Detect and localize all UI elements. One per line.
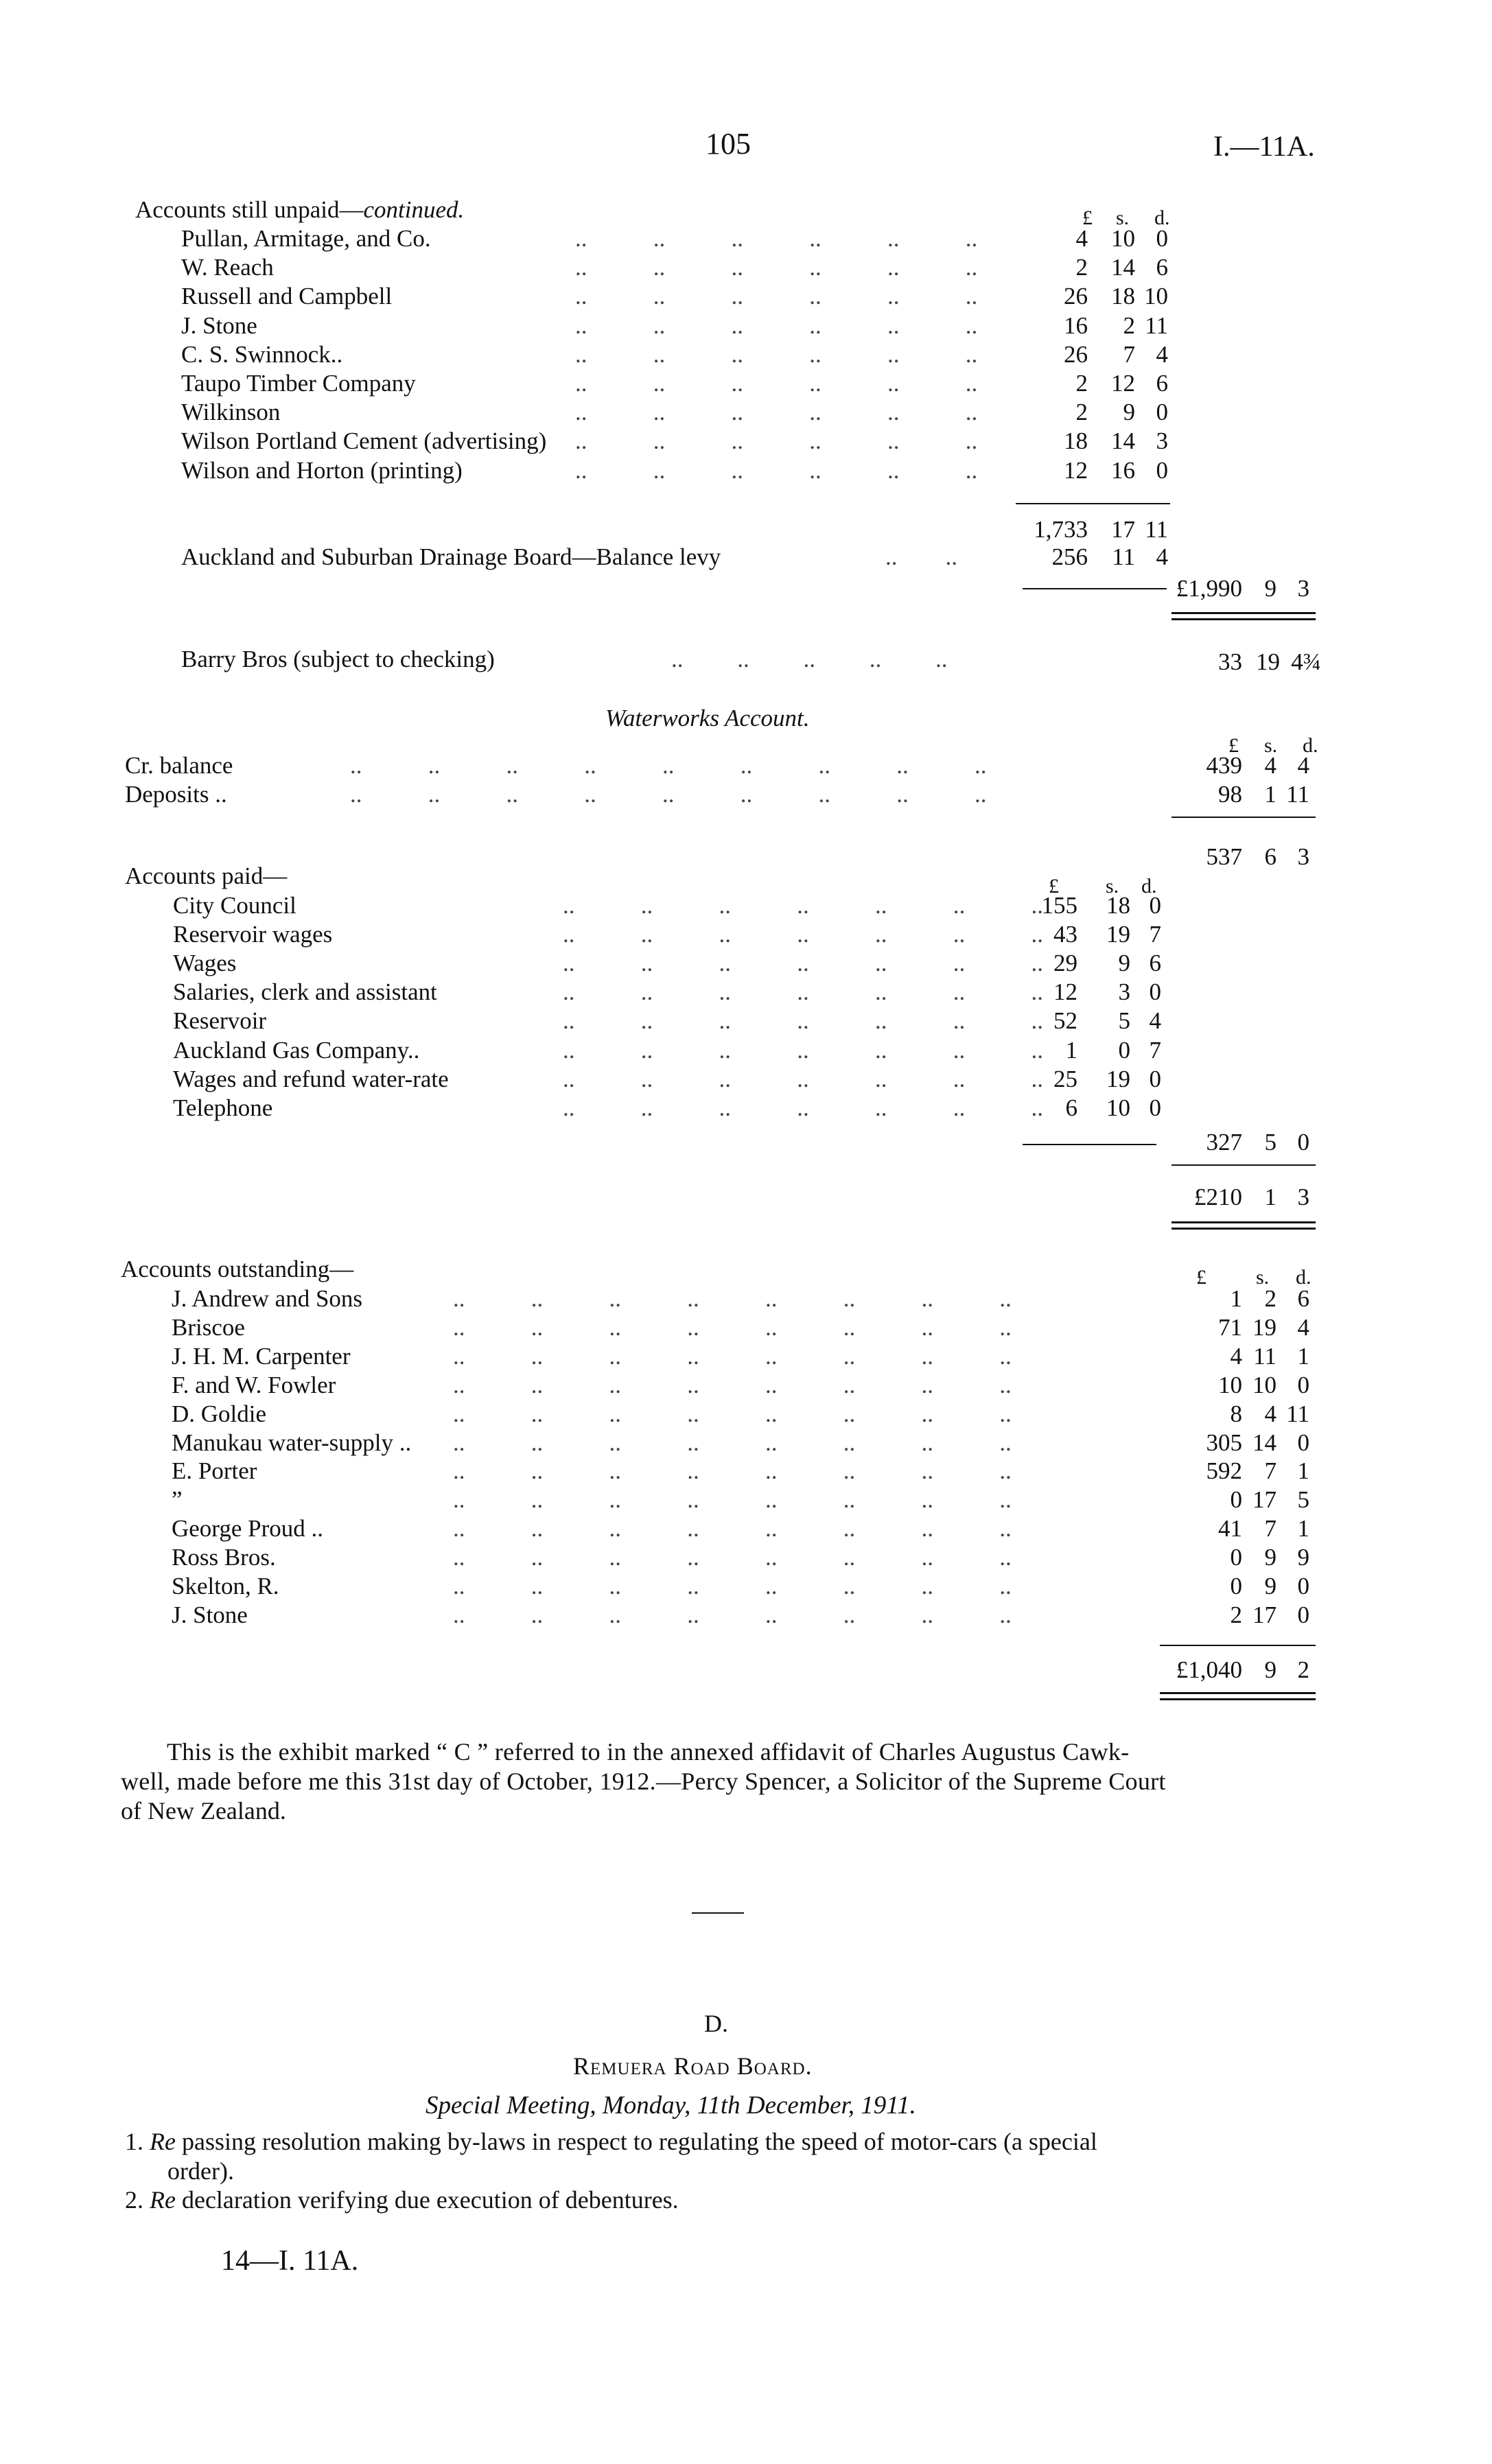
credit-total-rule <box>1172 817 1316 818</box>
accounts-outstanding-row-pence: 1 <box>1297 1342 1309 1370</box>
accounts-paid-row-label: City Council <box>173 892 296 919</box>
unpaid-total-shillings: 9 <box>1264 575 1277 602</box>
paid-col-shilling: s. <box>1106 875 1119 897</box>
accounts-paid-row-pence: 7 <box>1149 921 1161 948</box>
accounts-paid-row-leader: .. .. .. .. .. .. .. <box>563 1007 1043 1035</box>
accounts-outstanding-row-shillings: 7 <box>1264 1515 1277 1542</box>
accounts-outstanding-row-leader: .. .. .. .. .. .. .. .. <box>453 1544 1012 1571</box>
unpaid-account-row <box>0 312 1492 341</box>
paid-total-pence: 0 <box>1297 1129 1309 1155</box>
unpaid-account-row-leader: .. .. .. .. .. .. <box>575 399 978 426</box>
accounts-outstanding-row-shillings: 10 <box>1252 1371 1277 1398</box>
accounts-outstanding-row-shillings: 9 <box>1264 1544 1277 1571</box>
accounts-outstanding-row-pence: 4 <box>1297 1313 1309 1341</box>
accounts-outstanding-row-label: George Proud .. <box>172 1515 323 1542</box>
unpaid-account-row-pounds: 4 <box>1075 225 1088 252</box>
unpaid-account-row <box>0 399 1492 427</box>
accounts-outstanding-row-pence: 0 <box>1297 1601 1309 1628</box>
unpaid-account-row <box>0 341 1492 370</box>
accounts-outstanding-row-pounds: 305 <box>1206 1429 1242 1456</box>
accounts-paid-row-pounds: 155 <box>1041 892 1077 919</box>
accounts-paid-row-pounds: 1 <box>1065 1036 1077 1064</box>
accounts-outstanding-row-label: ” <box>172 1486 183 1514</box>
unpaid-account-row-leader: .. .. .. .. .. .. <box>575 427 978 455</box>
waterworks-credit-row-label: Cr. balance <box>125 752 233 779</box>
unpaid-account-row-pence: 6 <box>1156 370 1168 397</box>
unpaid-account-row-shillings: 2 <box>1123 312 1135 339</box>
accounts-outstanding-row-label: J. Andrew and Sons <box>172 1285 363 1312</box>
agenda-item-1-continuation: order). <box>167 2157 234 2185</box>
drainage-label: Auckland and Suburban Drainage Board—Balance levy <box>181 543 721 570</box>
accounts-paid-row <box>0 978 1492 1007</box>
accounts-paid-row-leader: .. .. .. .. .. .. .. <box>563 1036 1043 1064</box>
unpaid-account-row-shillings: 14 <box>1111 427 1135 455</box>
accounts-outstanding-row-label: J. Stone <box>172 1601 248 1628</box>
balance-rule <box>1172 1164 1316 1166</box>
waterworks-credit-row <box>0 752 1492 781</box>
accounts-outstanding-row <box>0 1343 1492 1372</box>
balance-pence: 3 <box>1297 1184 1309 1210</box>
unpaid-heading-prefix: Accounts still unpaid— <box>135 196 364 223</box>
accounts-outstanding-row-leader: .. .. .. .. .. .. .. .. <box>453 1400 1012 1427</box>
accounts-paid-row-label: Wages <box>173 950 237 977</box>
accounts-paid-row-leader: .. .. .. .. .. .. .. <box>563 892 1043 919</box>
accounts-outstanding-row-pounds: 1 <box>1230 1285 1242 1312</box>
accounts-paid-row-pounds: 43 <box>1053 921 1077 948</box>
accounts-outstanding-row-shillings: 2 <box>1264 1285 1277 1312</box>
unpaid-total-pounds: £1,990 <box>1176 575 1242 602</box>
unpaid-account-row-pence: 11 <box>1145 312 1168 339</box>
unpaid-account-row <box>0 427 1492 456</box>
accounts-paid-row-label: Reservoir <box>173 1007 267 1035</box>
accounts-outstanding-row-pence: 1 <box>1297 1457 1309 1485</box>
outstanding-total-rule-2 <box>1160 1698 1316 1700</box>
balance-rule-1 <box>1172 1221 1316 1223</box>
accounts-outstanding-row <box>0 1544 1492 1573</box>
exhibit-line-2: well, made before me this 31st day of October, 1912.—Percy Spencer, a Solicitor of the Supreme Court <box>121 1768 1166 1795</box>
unpaid-account-row-leader: .. .. .. .. .. .. <box>575 225 978 252</box>
agenda-item-1-text: passing resolution making by-laws in respect to regulating the speed of motor-cars (a special <box>181 2128 1097 2155</box>
unpaid-account-row-shillings: 14 <box>1111 254 1135 281</box>
accounts-outstanding-heading: Accounts outstanding— <box>121 1256 354 1282</box>
unpaid-account-row-label: W. Reach <box>181 254 274 281</box>
accounts-outstanding-row-pounds: 2 <box>1230 1601 1242 1628</box>
unpaid-subtotal-pounds: 1,733 <box>1034 516 1088 543</box>
outstanding-total-shillings: 9 <box>1264 1656 1277 1683</box>
accounts-outstanding-row-pounds: 0 <box>1230 1544 1242 1571</box>
accounts-paid-row-label: Auckland Gas Company.. <box>173 1036 420 1064</box>
unpaid-account-row-shillings: 12 <box>1111 370 1135 397</box>
accounts-paid-heading: Accounts paid— <box>125 863 288 889</box>
accounts-outstanding-row <box>0 1314 1492 1343</box>
accounts-outstanding-row-shillings: 17 <box>1252 1486 1277 1514</box>
accounts-outstanding-row-pence: 0 <box>1297 1573 1309 1599</box>
accounts-paid-row-label: Salaries, clerk and assistant <box>173 978 437 1006</box>
waterworks-credit-row-shillings: 1 <box>1264 781 1277 808</box>
accounts-paid-row-pounds: 52 <box>1053 1007 1077 1035</box>
agenda-item-1 <box>125 2127 1097 2156</box>
accounts-paid-row-shillings: 10 <box>1106 1094 1130 1121</box>
accounts-outstanding-row-shillings: 14 <box>1252 1429 1277 1456</box>
waterworks-credit-row <box>0 781 1492 810</box>
accounts-paid-row <box>0 950 1492 978</box>
accounts-outstanding-row-leader: .. .. .. .. .. .. .. .. <box>453 1313 1012 1341</box>
unpaid-account-row-label: C. S. Swinnock.. <box>181 340 343 368</box>
accounts-outstanding-row <box>0 1429 1492 1458</box>
accounts-outstanding-row-pence: 9 <box>1297 1544 1309 1571</box>
accounts-outstanding-row <box>0 1515 1492 1544</box>
accounts-paid-row-leader: .. .. .. .. .. .. .. <box>563 950 1043 977</box>
accounts-outstanding-row-label: Skelton, R. <box>172 1573 279 1599</box>
accounts-outstanding-row-label: E. Porter <box>172 1457 257 1485</box>
accounts-outstanding-row-label: Manukau water-supply .. <box>172 1429 412 1456</box>
unpaid-subtotal-shillings: 17 <box>1111 516 1135 543</box>
accounts-paid-row-shillings: 19 <box>1106 1065 1130 1092</box>
accounts-outstanding-row-label: F. and W. Fowler <box>172 1371 336 1398</box>
unpaid-col-pound: £ <box>1082 207 1093 229</box>
waterworks-credit-row-leader: .. .. .. .. .. .. .. .. .. <box>350 752 987 779</box>
meeting-line: Special Meeting, Monday, 11th December, 1911. <box>426 2091 916 2120</box>
accounts-outstanding-row <box>0 1372 1492 1400</box>
accounts-paid-row-label: Wages and refund water-rate <box>173 1065 449 1092</box>
accounts-paid-row-leader: .. .. .. .. .. .. .. <box>563 1065 1043 1092</box>
accounts-paid-row-leader: .. .. .. .. .. .. .. <box>563 1094 1043 1121</box>
accounts-outstanding-row-pence: 6 <box>1297 1285 1309 1312</box>
waterworks-credit-row-shillings: 4 <box>1264 752 1277 779</box>
unpaid-account-row-shillings: 18 <box>1111 283 1135 310</box>
paid-total-shillings: 5 <box>1264 1129 1277 1155</box>
accounts-paid-row <box>0 1007 1492 1036</box>
water-col-pound: £ <box>1228 734 1239 757</box>
accounts-outstanding-row-pounds: 71 <box>1218 1313 1242 1341</box>
barry-pounds: 33 <box>1218 648 1242 675</box>
paid-col-pence: d. <box>1141 875 1157 897</box>
unpaid-total-rule-2 <box>1172 618 1316 620</box>
accounts-outstanding-row-pence: 1 <box>1297 1515 1309 1542</box>
unpaid-account-row-pence: 0 <box>1156 399 1168 426</box>
unpaid-account-row-leader: .. .. .. .. .. .. <box>575 340 978 368</box>
unpaid-account-row-label: Taupo Timber Company <box>181 370 416 397</box>
unpaid-account-row-pence: 0 <box>1156 225 1168 252</box>
accounts-outstanding-row-leader: .. .. .. .. .. .. .. .. <box>453 1515 1012 1542</box>
credit-total-pence: 3 <box>1297 843 1309 870</box>
barry-leader: .. .. .. .. .. <box>671 646 948 672</box>
accounts-outstanding-row-pounds: 8 <box>1230 1400 1242 1427</box>
accounts-paid-row-pounds: 25 <box>1053 1065 1077 1092</box>
waterworks-credit-row-pence: 4 <box>1297 752 1309 779</box>
accounts-outstanding-row-pounds: 0 <box>1230 1573 1242 1599</box>
unpaid-subtotal-rule <box>1016 503 1170 504</box>
unpaid-account-row-leader: .. .. .. .. .. .. <box>575 254 978 281</box>
unpaid-col-shilling: s. <box>1116 207 1130 229</box>
agenda-item-2-number: 2. <box>125 2186 143 2214</box>
accounts-outstanding-row-leader: .. .. .. .. .. .. .. .. <box>453 1573 1012 1599</box>
accounts-paid-row <box>0 921 1492 950</box>
sheet-signature: 14—I. 11A. <box>221 2245 359 2277</box>
water-col-pence: d. <box>1303 734 1318 757</box>
section-divider <box>692 1912 744 1914</box>
barry-label: Barry Bros (subject to checking) <box>181 646 495 672</box>
outstanding-total-pounds: £1,040 <box>1176 1656 1242 1683</box>
accounts-outstanding-row-pounds: 0 <box>1230 1486 1242 1514</box>
accounts-paid-row-shillings: 0 <box>1118 1036 1130 1064</box>
accounts-outstanding-row-label: J. H. M. Carpenter <box>172 1342 351 1370</box>
accounts-paid-row-label: Telephone <box>173 1094 273 1121</box>
accounts-outstanding-row-pence: 11 <box>1286 1400 1309 1427</box>
accounts-outstanding-row-leader: .. .. .. .. .. .. .. .. <box>453 1429 1012 1456</box>
balance-rule-2 <box>1172 1228 1316 1230</box>
outstanding-total-pence: 2 <box>1297 1656 1309 1683</box>
unpaid-account-row-pounds: 26 <box>1064 283 1088 310</box>
waterworks-credit-row-leader: .. .. .. .. .. .. .. .. .. <box>350 781 987 808</box>
accounts-paid-row-pounds: 6 <box>1065 1094 1077 1121</box>
waterworks-title: Waterworks Account. <box>605 705 810 731</box>
unpaid-account-row-leader: .. .. .. .. .. .. <box>575 456 978 484</box>
paid-total-pounds: 327 <box>1206 1129 1242 1155</box>
unpaid-account-row-leader: .. .. .. .. .. .. <box>575 312 978 339</box>
unpaid-account-row-shillings: 10 <box>1111 225 1135 252</box>
document-code: I.—11A. <box>1213 131 1315 163</box>
agenda-item-2-text: declaration verifying due execution of debentures. <box>181 2186 679 2214</box>
waterworks-credit-row-pounds: 98 <box>1218 781 1242 808</box>
agenda-item-1-re: Re <box>150 2128 176 2155</box>
accounts-paid-row-shillings: 19 <box>1106 921 1130 948</box>
unpaid-account-row-shillings: 9 <box>1123 399 1135 426</box>
agenda-item-1-number: 1. <box>125 2128 143 2155</box>
accounts-outstanding-row-pounds: 592 <box>1206 1457 1242 1485</box>
accounts-paid-row-shillings: 18 <box>1106 892 1130 919</box>
unpaid-account-row-pounds: 2 <box>1075 254 1088 281</box>
waterworks-credit-row-pence: 11 <box>1286 781 1309 808</box>
accounts-outstanding-row-shillings: 19 <box>1252 1313 1277 1341</box>
accounts-paid-row-pence: 6 <box>1149 950 1161 977</box>
accounts-outstanding-row <box>0 1601 1492 1630</box>
page-number: 105 <box>706 127 751 161</box>
accounts-outstanding-row-leader: .. .. .. .. .. .. .. .. <box>453 1371 1012 1398</box>
accounts-outstanding-row <box>0 1486 1492 1515</box>
accounts-paid-row-shillings: 9 <box>1118 950 1130 977</box>
unpaid-account-row-shillings: 7 <box>1123 340 1135 368</box>
unpaid-account-row-leader: .. .. .. .. .. .. <box>575 283 978 310</box>
agenda-item-2-re: Re <box>150 2186 176 2214</box>
unpaid-account-row-pounds: 12 <box>1064 456 1088 484</box>
accounts-outstanding-row-label: Briscoe <box>172 1313 245 1341</box>
accounts-outstanding-row-pence: 5 <box>1297 1486 1309 1514</box>
unpaid-account-row-shillings: 16 <box>1111 456 1135 484</box>
accounts-outstanding-row-shillings: 9 <box>1264 1573 1277 1599</box>
water-col-shilling: s. <box>1264 734 1278 757</box>
unpaid-account-row-pounds: 16 <box>1064 312 1088 339</box>
accounts-outstanding-row <box>0 1573 1492 1601</box>
unpaid-account-row-pounds: 26 <box>1064 340 1088 368</box>
unpaid-total-dash <box>1023 588 1167 589</box>
outstanding-total-rule-1 <box>1160 1692 1316 1694</box>
accounts-outstanding-row-pounds: 4 <box>1230 1342 1242 1370</box>
accounts-paid-row-pence: 0 <box>1149 892 1161 919</box>
credit-total-pounds: 537 <box>1206 843 1242 870</box>
accounts-outstanding-row <box>0 1285 1492 1314</box>
accounts-paid-row <box>0 1094 1492 1123</box>
unpaid-col-pence: d. <box>1154 207 1170 229</box>
paid-col-pound: £ <box>1049 875 1059 897</box>
unpaid-account-row-pence: 4 <box>1156 340 1168 368</box>
credit-total-shillings: 6 <box>1264 843 1277 870</box>
unpaid-account-row-pence: 0 <box>1156 456 1168 484</box>
unpaid-account-row-label: Wilkinson <box>181 399 281 426</box>
accounts-paid-row-pence: 0 <box>1149 1094 1161 1121</box>
accounts-paid-row-leader: .. .. .. .. .. .. .. <box>563 921 1043 948</box>
drainage-pence: 4 <box>1156 543 1168 570</box>
unpaid-total-rule-1 <box>1172 612 1316 614</box>
exhibit-line-3: of New Zealand. <box>121 1797 286 1824</box>
accounts-outstanding-row-label: D. Goldie <box>172 1400 267 1427</box>
accounts-outstanding-row-pence: 0 <box>1297 1371 1309 1398</box>
accounts-outstanding-row-leader: .. .. .. .. .. .. .. .. <box>453 1457 1012 1485</box>
accounts-outstanding-row-leader: .. .. .. .. .. .. .. .. <box>453 1342 1012 1370</box>
accounts-paid-row <box>0 1037 1492 1066</box>
accounts-outstanding-row <box>0 1400 1492 1429</box>
unpaid-heading <box>135 196 464 224</box>
unpaid-account-row-label: Wilson and Horton (printing) <box>181 456 463 484</box>
drainage-pounds: 256 <box>1051 543 1088 570</box>
unpaid-account-row-label: Wilson Portland Cement (advertising) <box>181 427 547 455</box>
accounts-paid-row-pence: 0 <box>1149 1065 1161 1092</box>
unpaid-subtotal-pence: 11 <box>1145 516 1168 543</box>
unpaid-account-row <box>0 370 1492 399</box>
unpaid-account-row-label: J. Stone <box>181 312 257 339</box>
unpaid-account-row-leader: .. .. .. .. .. .. <box>575 370 978 397</box>
exhibit-line-1: This is the exhibit marked “ C ” referred to in the annexed affidavit of Charles Augustus Cawk- <box>167 1738 1130 1765</box>
unpaid-account-row-label: Russell and Campbell <box>181 283 393 310</box>
accounts-outstanding-row-pounds: 10 <box>1218 1371 1242 1398</box>
accounts-paid-row <box>0 892 1492 921</box>
accounts-paid-row-leader: .. .. .. .. .. .. .. <box>563 978 1043 1006</box>
unpaid-account-row-pounds: 2 <box>1075 399 1088 426</box>
accounts-outstanding-row-leader: .. .. .. .. .. .. .. .. <box>453 1486 1012 1514</box>
unpaid-account-row-pence: 6 <box>1156 254 1168 281</box>
accounts-outstanding-row-shillings: 17 <box>1252 1601 1277 1628</box>
accounts-outstanding-row-pounds: 41 <box>1218 1515 1242 1542</box>
waterworks-credit-row-label: Deposits .. <box>125 781 227 808</box>
unpaid-heading-suffix: continued. <box>363 196 465 223</box>
drainage-shillings: 11 <box>1112 543 1135 570</box>
unpaid-account-row <box>0 283 1492 312</box>
out-col-pence: d. <box>1296 1266 1312 1289</box>
out-col-shilling: s. <box>1256 1266 1270 1289</box>
accounts-outstanding-row-shillings: 11 <box>1253 1342 1277 1370</box>
out-col-pound: £ <box>1196 1266 1207 1289</box>
unpaid-account-row-pounds: 18 <box>1064 427 1088 455</box>
accounts-paid-row-pounds: 29 <box>1053 950 1077 977</box>
accounts-outstanding-row-shillings: 4 <box>1264 1400 1277 1427</box>
barry-pence: 4¾ <box>1291 648 1321 675</box>
accounts-paid-row-pounds: 12 <box>1053 978 1077 1006</box>
accounts-paid-row-shillings: 3 <box>1118 978 1130 1006</box>
accounts-paid-row-pence: 7 <box>1149 1036 1161 1064</box>
accounts-outstanding-row <box>0 1457 1492 1486</box>
accounts-paid-row-pence: 0 <box>1149 978 1161 1006</box>
unpaid-account-row-label: Pullan, Armitage, and Co. <box>181 225 431 252</box>
unpaid-account-row <box>0 254 1492 283</box>
accounts-outstanding-row-pence: 0 <box>1297 1429 1309 1456</box>
accounts-outstanding-row-leader: .. .. .. .. .. .. .. .. <box>453 1285 1012 1312</box>
section-letter: D. <box>704 2010 728 2037</box>
balance-pounds: £210 <box>1194 1184 1242 1210</box>
accounts-outstanding-row-leader: .. .. .. .. .. .. .. .. <box>453 1601 1012 1628</box>
accounts-outstanding-row-shillings: 7 <box>1264 1457 1277 1485</box>
agenda-item-2 <box>125 2185 679 2214</box>
accounts-paid-row-shillings: 5 <box>1118 1007 1130 1035</box>
waterworks-credit-row-pounds: 439 <box>1206 752 1242 779</box>
accounts-paid-row <box>0 1066 1492 1094</box>
barry-shillings: 19 <box>1256 648 1280 675</box>
accounts-outstanding-row-label: Ross Bros. <box>172 1544 276 1571</box>
unpaid-account-row-pence: 3 <box>1156 427 1168 455</box>
accounts-paid-row-label: Reservoir wages <box>173 921 333 948</box>
unpaid-account-row-pence: 10 <box>1144 283 1168 310</box>
unpaid-account-row <box>0 457 1492 486</box>
unpaid-account-row <box>0 225 1492 254</box>
drainage-leader: .. .. <box>885 543 957 570</box>
paid-total-dash <box>1023 1144 1156 1145</box>
balance-shillings: 1 <box>1264 1184 1277 1210</box>
outstanding-total-rule <box>1160 1645 1316 1646</box>
unpaid-total-pence: 3 <box>1297 575 1309 602</box>
unpaid-account-row-pounds: 2 <box>1075 370 1088 397</box>
accounts-paid-row-pence: 4 <box>1149 1007 1161 1035</box>
board-title: Remuera Road Board. <box>573 2052 813 2080</box>
